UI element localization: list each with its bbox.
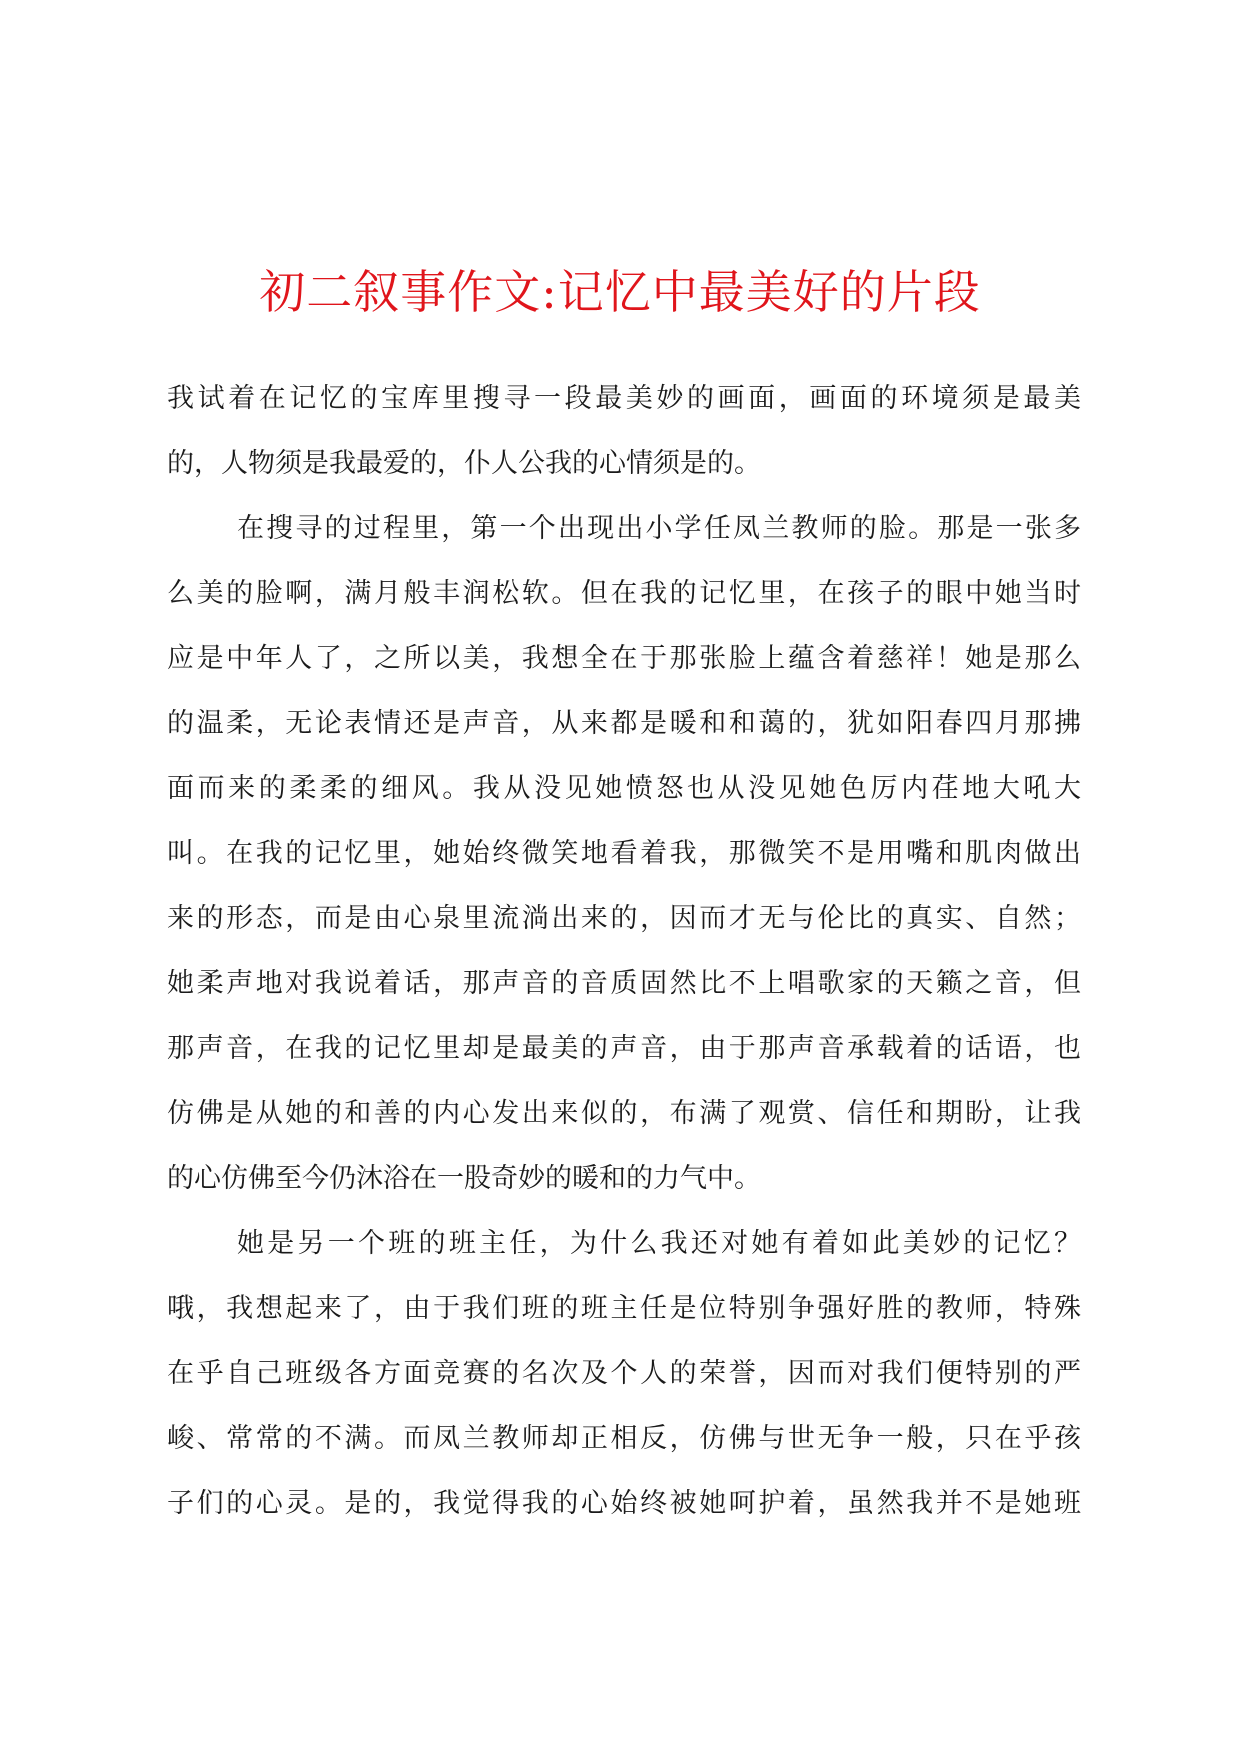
text-line: 来的形态，而是由心泉里流淌出来的，因而才无与伦比的真实、自然； (167, 903, 1081, 934)
text-line: 的心仿佛至今仍沐浴在一股奇妙的暖和的力气中。 (167, 1163, 761, 1194)
text-line: 她柔声地对我说着话，那声音的音质固然比不上唱歌家的天籁之音，但 (167, 968, 1081, 999)
text-line: 应是中年人了，之所以美，我想全在于那张脸上蕴含着慈祥！她是那么 (167, 643, 1081, 674)
paragraph (167, 1211, 1081, 1536)
document-body (167, 366, 1081, 1536)
text-line: 她是另一个班的班主任，为什么我还对她有着如此美妙的记忆？ (237, 1228, 1081, 1259)
text-line: 我试着在记忆的宝库里搜寻一段最美妙的画面，画面的环境须是最美 (167, 383, 1081, 414)
text-line: 的，人物须是我最爱的，仆人公我的心情须是的。 (167, 448, 761, 479)
text-line: 在乎自己班级各方面竞赛的名次及个人的荣誉，因而对我们便特别的严 (167, 1358, 1081, 1389)
text-line: 叫。在我的记忆里，她始终微笑地看着我，那微笑不是用嘴和肌肉做出 (167, 838, 1081, 869)
text-line: 在搜寻的过程里，第一个出现出小学任凤兰教师的脸。那是一张多 (237, 513, 1081, 544)
text-line: 么美的脸啊，满月般丰润松软。但在我的记忆里，在孩子的眼中她当时 (167, 578, 1081, 609)
text-line: 子们的心灵。是的，我觉得我的心始终被她呵护着，虽然我并不是她班 (167, 1488, 1081, 1519)
paragraph (167, 366, 1081, 496)
text-line: 仿佛是从她的和善的内心发出来似的，布满了观赏、信任和期盼，让我 (167, 1098, 1081, 1129)
text-line: 峻、常常的不满。而凤兰教师却正相反，仿佛与世无争一般，只在乎孩 (167, 1423, 1081, 1454)
text-line: 那声音，在我的记忆里却是最美的声音，由于那声音承载着的话语，也 (167, 1033, 1081, 1064)
text-line: 面而来的柔柔的细风。我从没见她愤怒也从没见她色厉内荏地大吼大 (167, 773, 1081, 804)
document-title: 初二叙事作文:记忆中最美好的片段 (259, 265, 981, 319)
text-line: 的温柔，无论表情还是声音，从来都是暖和和蔼的，犹如阳春四月那拂 (167, 708, 1081, 739)
paragraph (167, 496, 1081, 1211)
text-line: 哦，我想起来了，由于我们班的班主任是位特别争强好胜的教师，特殊 (167, 1293, 1081, 1324)
